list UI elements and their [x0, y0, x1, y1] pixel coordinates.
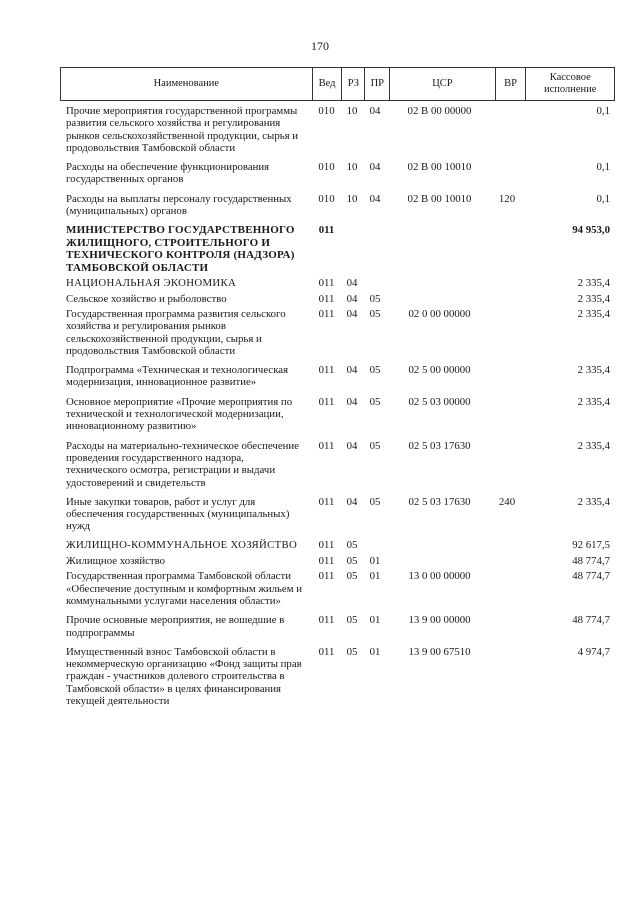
cell-csr: 13 9 00 00000 [408, 614, 471, 627]
cell-rz: 04 [346, 495, 358, 508]
cell-vr [492, 293, 522, 305]
header-csr: ЦСР [390, 68, 495, 100]
cell-rz: 10 [346, 161, 358, 174]
table-row [60, 105, 615, 154]
cell-pr: 05 [369, 307, 381, 320]
cell-ved: 011 [318, 538, 335, 551]
table-row [60, 646, 615, 707]
cell-csr [387, 277, 492, 289]
cell-rz [341, 224, 363, 274]
cell-rz: 05 [346, 614, 358, 627]
cell-sum: 0,1 [596, 192, 610, 205]
cell-csr: 02 В 00 10010 [407, 161, 472, 174]
cell-ved: 011 [318, 307, 335, 320]
cell-rz: 10 [346, 105, 358, 117]
cell-pr [363, 277, 387, 289]
cell-sum: 2 335,4 [577, 439, 610, 452]
cell-sum: 48 774,7 [572, 570, 610, 583]
cell-ved: 011 [318, 277, 335, 290]
table-row [60, 308, 615, 357]
table-header [60, 67, 615, 101]
cell-sum: 2 335,4 [577, 307, 610, 320]
cell-csr: 02 0 00 00000 [408, 307, 471, 320]
cell-sum: 2 335,4 [577, 395, 610, 408]
table-row [60, 161, 615, 186]
cell-ved: 011 [318, 439, 335, 452]
cell-pr: 01 [369, 645, 381, 658]
cell-csr: 13 0 00 00000 [408, 570, 471, 583]
cell-pr: 01 [369, 555, 381, 568]
cell-sum: 2 335,4 [577, 364, 610, 377]
cell-pr: 05 [369, 292, 381, 305]
cell-csr: 13 9 00 67510 [408, 645, 471, 658]
cell-sum: 2 335,4 [577, 495, 610, 508]
cell-name: Основное мероприятие «Прочие мероприятия по технической и технологической модернизации, инновационному развитию» [66, 395, 293, 433]
cell-ved: 011 [318, 555, 335, 568]
cell-rz: 04 [346, 439, 358, 452]
cell-name: Жилищное хозяйство [66, 555, 166, 568]
cell-name: МИНИСТЕРСТВО ГОСУДАРСТВЕННОГО ЖИЛИЩНОГО, СТРОИТЕЛЬНОГО И ТЕХНИЧЕСКОГО КОНТРОЛЯ (НАДЗОРА) ТАМБОВСКОЙ ОБЛАСТИ [66, 224, 295, 274]
cell-sum: 92 617,5 [572, 538, 610, 551]
cell-name: Расходы на материально-техническое обеспечение проведения государственного надзора, технического осмотра, регистрации и выдачи удостоверений и свидетельств [66, 439, 299, 489]
cell-name: Государственная программа развития сельского хозяйства и регулирования рынков сельскохозяйственной продукции, сырья и продовольствия Тамбовской области [66, 307, 286, 357]
cell-vr [492, 440, 522, 489]
table-row [60, 555, 615, 567]
cell-ved: 011 [318, 614, 335, 627]
cell-pr: 01 [369, 614, 381, 627]
cell-name: Прочие основные мероприятия, не вошедшие в подпрограммы [66, 614, 285, 639]
cell-name: Сельское хозяйство и рыболовство [66, 292, 227, 305]
cell-name: Расходы на обеспечение функционирования государственных органов [66, 161, 270, 186]
header-vr: ВР [496, 68, 527, 100]
cell-pr: 04 [369, 105, 381, 117]
cell-rz: 05 [346, 570, 358, 583]
cell-vr [492, 646, 522, 707]
cell-vr [492, 277, 522, 289]
cell-sum: 0,1 [596, 105, 610, 117]
cell-rz: 05 [346, 645, 358, 658]
cell-name: Государственная программа Тамбовской области «Обеспечение доступным и комфортным жильем и коммунальными услугами населения области» [66, 570, 303, 607]
cell-sum: 94 953,0 [572, 224, 610, 237]
cell-csr [387, 555, 492, 567]
cell-ved: 010 [318, 192, 335, 205]
budget-table [60, 67, 615, 707]
cell-name: Иные закупки товаров, работ и услуг для обеспечения государственных (муниципальных) нужд [66, 495, 290, 533]
page-number: 170 [311, 39, 329, 53]
cell-pr: 05 [369, 439, 381, 452]
cell-csr [387, 539, 492, 551]
cell-csr: 02 5 03 00000 [408, 395, 471, 408]
table-row [60, 364, 615, 389]
cell-vr: 240 [498, 495, 516, 508]
cell-pr: 04 [369, 192, 381, 205]
cell-csr: 02 В 00 00000 [407, 105, 472, 117]
cell-rz: 04 [346, 307, 358, 320]
cell-ved: 011 [318, 395, 335, 408]
cell-rz: 04 [346, 277, 358, 290]
table-row [60, 224, 615, 274]
cell-pr: 05 [369, 364, 381, 377]
cell-rz: 04 [346, 364, 358, 377]
cell-sum: 2 335,4 [577, 292, 610, 305]
table-row [60, 496, 615, 533]
table-row [60, 539, 615, 551]
cell-sum: 2 335,4 [577, 277, 610, 290]
cell-vr [492, 105, 522, 154]
cell-csr: 02 5 00 00000 [408, 364, 471, 377]
cell-name: НАЦИОНАЛЬНАЯ ЭКОНОМИКА [66, 277, 237, 290]
table-row [60, 614, 615, 639]
cell-pr: 04 [369, 161, 381, 174]
header-sum: Кассовое исполнение [526, 68, 615, 100]
cell-csr [387, 224, 492, 274]
cell-vr [492, 396, 522, 433]
header-name: Наименование [61, 68, 313, 100]
header-rz: РЗ [342, 68, 365, 100]
table-row [60, 440, 615, 489]
cell-pr [363, 224, 387, 274]
header-ved: Вед [313, 68, 343, 100]
cell-rz: 05 [346, 538, 358, 551]
table-row [60, 570, 615, 607]
cell-pr: 01 [369, 570, 381, 583]
cell-rz: 05 [346, 555, 358, 568]
cell-vr [492, 224, 522, 274]
cell-csr [387, 293, 492, 305]
cell-vr [492, 570, 522, 607]
cell-sum: 48 774,7 [572, 614, 610, 627]
cell-sum: 0,1 [596, 161, 610, 174]
cell-name: Подпрограмма «Техническая и технологическая модернизация, инновационное развитие» [66, 364, 289, 389]
cell-vr [492, 364, 522, 389]
cell-csr: 02 5 03 17630 [408, 495, 471, 508]
cell-name: Прочие мероприятия государственной программы развития сельского хозяйства и регулирования рынков сельскохозяйственной продукции, сырья и продовольствия Тамбовской области [66, 105, 299, 154]
cell-vr [492, 308, 522, 357]
cell-pr [363, 539, 387, 551]
cell-ved: 011 [318, 570, 335, 583]
cell-ved: 011 [318, 645, 335, 658]
cell-ved: 011 [318, 495, 335, 508]
cell-pr: 05 [369, 395, 381, 408]
cell-sum: 48 774,7 [572, 555, 610, 568]
cell-pr: 05 [369, 495, 381, 508]
cell-csr: 02 В 00 10010 [407, 192, 472, 205]
cell-vr [492, 539, 522, 551]
table-row [60, 293, 615, 305]
table-row [60, 396, 615, 433]
cell-name: Имущественный взнос Тамбовской области в некоммерческую организацию «Фонд защиты прав граждан - участников долевого строительства в Тамбовской области» в целях финансирования текущей деятельности [66, 645, 302, 707]
cell-ved: 011 [318, 364, 335, 377]
cell-ved: 010 [318, 105, 335, 117]
cell-sum: 4 974,7 [577, 645, 610, 658]
cell-csr: 02 5 03 17630 [408, 439, 471, 452]
cell-vr [492, 161, 522, 186]
cell-vr: 120 [498, 192, 516, 205]
cell-rz: 10 [346, 192, 358, 205]
table-row [60, 193, 615, 218]
header-pr: ПР [365, 68, 390, 100]
cell-vr [492, 555, 522, 567]
cell-vr [492, 614, 522, 639]
cell-rz: 04 [346, 395, 358, 408]
table-body [60, 105, 615, 707]
table-row [60, 277, 615, 289]
cell-ved: 011 [318, 224, 335, 237]
cell-ved: 011 [318, 292, 335, 305]
cell-name: ЖИЛИЩНО-КОММУНАЛЬНОЕ ХОЗЯЙСТВО [66, 538, 298, 551]
cell-rz: 04 [346, 292, 358, 305]
cell-name: Расходы на выплаты персоналу государственных (муниципальных) органов [66, 192, 292, 218]
cell-ved: 010 [318, 161, 335, 174]
